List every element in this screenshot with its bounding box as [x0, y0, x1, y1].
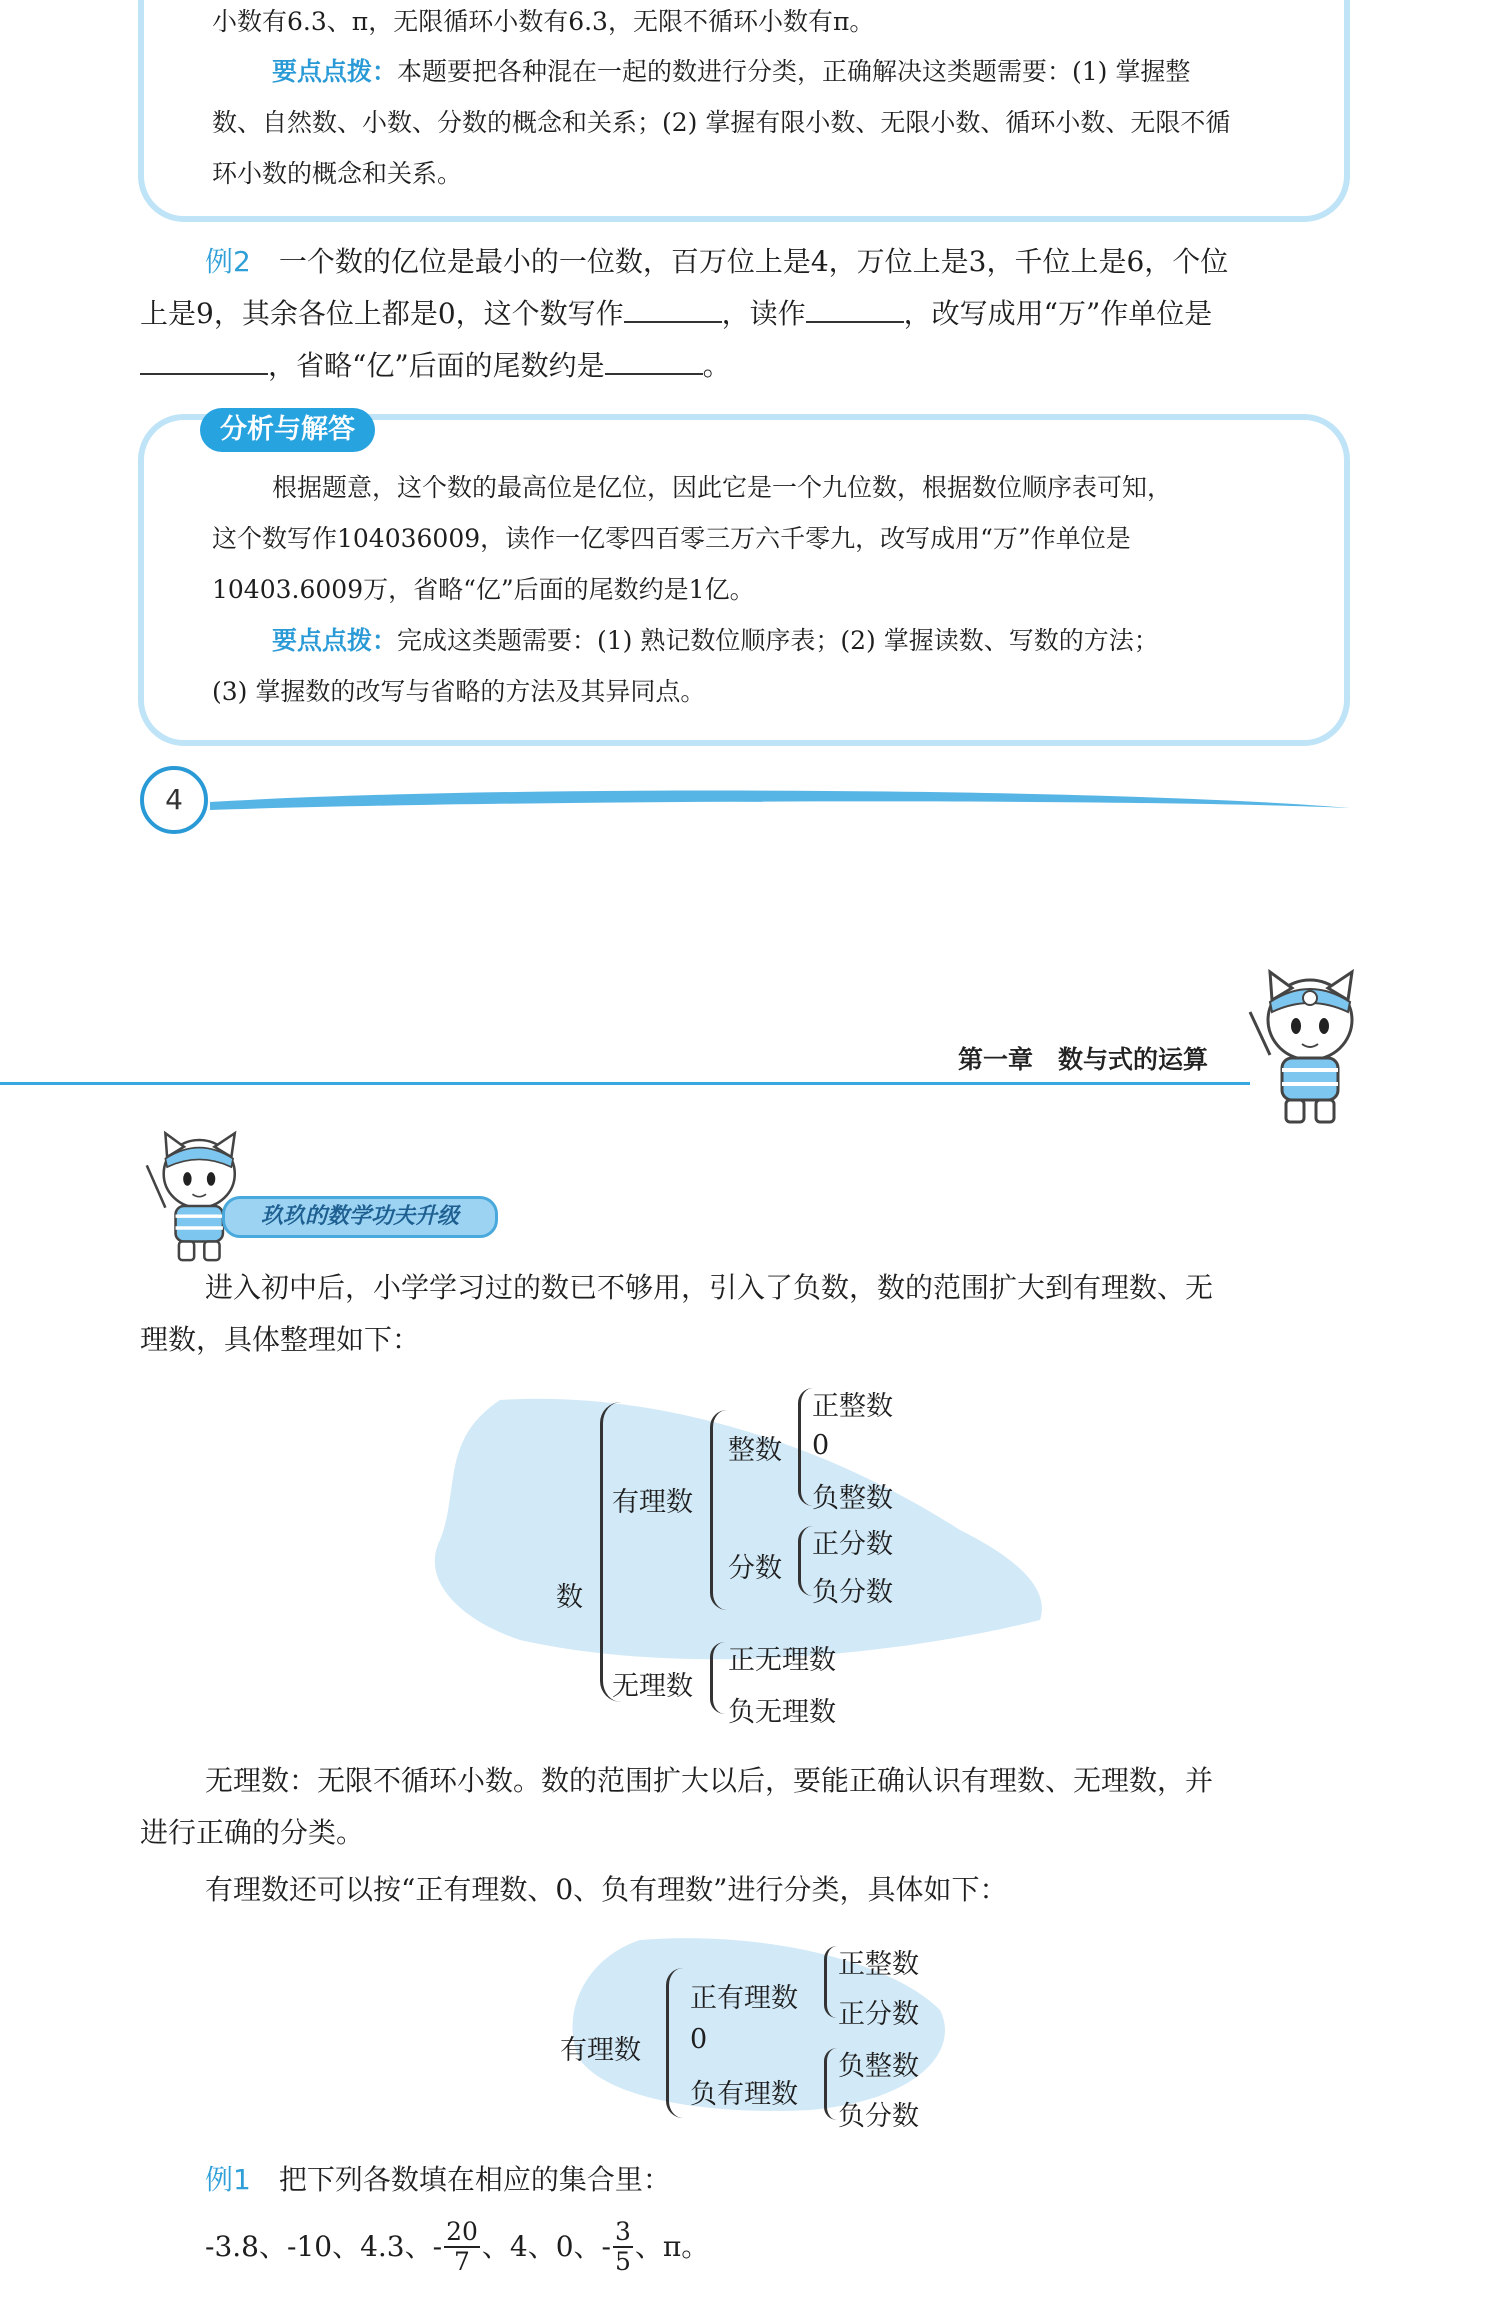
text-span: 。 [702, 349, 731, 382]
intro-line2: 理数，具体整理如下： [140, 1323, 421, 1356]
tree1-integer-brace [798, 1388, 813, 1506]
cat-mascot-icon [140, 1120, 250, 1270]
tree1-pos-irr: 正无理数 [728, 1645, 836, 1676]
tip-label: 要点点拨： [272, 57, 398, 86]
tree1-pos-int: 正整数 [812, 1391, 893, 1422]
analysis-line1: 根据题意，这个数的最高位是亿位，因此它是一个九位数，根据数位顺序表可知， [272, 473, 1173, 502]
tree2-neg-brace [824, 2048, 837, 2120]
page-number: 4 [165, 783, 183, 816]
tree2-pos-frac: 正分数 [838, 1999, 919, 2030]
tree1-root-brace [600, 1402, 621, 1702]
tree1-root: 数 [556, 1582, 583, 1613]
analysis-line3: 10403.6009万，省略“亿”后面的尾数约是1亿。 [212, 575, 755, 604]
tree1-rational-brace [710, 1410, 727, 1610]
tree1-fraction: 分数 [728, 1553, 782, 1584]
tree1-fraction-brace [798, 1526, 813, 1596]
example1-label: 例1 [205, 2163, 251, 2196]
tree2-root-brace [666, 1968, 683, 2118]
fraction-denominator: 7 [454, 2247, 470, 2276]
header-rule [0, 1082, 1250, 1085]
analysis-tip-line1 [272, 615, 1159, 667]
example1-text: 把下列各数填在相应的集合里： [278, 2163, 671, 2196]
text-span: 上是9，其余各位上都是0，这个数写作 [140, 297, 624, 330]
example1-line [205, 2154, 671, 2206]
answer-blank[interactable] [806, 293, 904, 323]
fraction-3-5 [613, 2218, 633, 2276]
numbers-part: 、4、0、- [481, 2230, 611, 2263]
tree2-neg: 负有理数 [690, 2079, 798, 2110]
tree1-neg-int: 负整数 [812, 1483, 893, 1514]
tree2-pos-int: 正整数 [838, 1949, 919, 1980]
tree2-pos-brace [824, 1946, 837, 2018]
irrational-def-line1: 无理数：无限不循环小数。数的范围扩大以后，要能正确认识有理数、无理数，并 [205, 1764, 1214, 1797]
tree2-neg-frac: 负分数 [838, 2101, 919, 2132]
page-swoosh [210, 780, 1360, 820]
tree1-neg-frac: 负分数 [812, 1577, 893, 1608]
top-box-line1: 小数有6.3、π，无限循环小数有6.3，无限不循环小数有π。 [212, 7, 875, 36]
analysis-line2: 这个数写作104036009，读作一亿零四百零三万六千零九，改写成用“万”作单位是 [212, 524, 1131, 553]
tree1-irrational: 无理数 [612, 1671, 693, 1702]
answer-blank[interactable] [140, 345, 268, 375]
example2-text: 一个数的亿位是最小的一位数，百万位上是4，万位上是3，千位上是6，个位 [278, 245, 1229, 278]
cat-mascot-icon [1240, 960, 1370, 1130]
tree2-neg-int: 负整数 [838, 2051, 919, 2082]
tip-label: 要点点拨： [272, 626, 398, 655]
tree1-neg-irr: 负无理数 [728, 1697, 836, 1728]
fraction-numerator: 3 [614, 2217, 631, 2246]
text-span: ，读作 [721, 297, 806, 330]
example2-label: 例2 [205, 245, 251, 278]
tip-text: 完成这类题需要：(1) 熟记数位顺序表；(2) 掌握读数、写数的方法； [397, 626, 1159, 655]
numbers-part: -3.8、-10、4.3、- [205, 2230, 443, 2263]
page-number-circle [140, 766, 208, 834]
tree2-root: 有理数 [560, 2035, 641, 2066]
irrational-def-line2: 进行正确的分类。 [140, 1816, 365, 1849]
top-box-tip-line3: 环小数的概念和关系。 [212, 159, 463, 188]
tree1-irrational-brace [710, 1642, 725, 1714]
top-box-tip-line1 [272, 46, 1190, 98]
tree1-integer: 整数 [728, 1435, 782, 1466]
fraction-20-7 [444, 2218, 480, 2276]
tree1-rational: 有理数 [612, 1487, 693, 1518]
example2-line2 [140, 288, 1212, 340]
example2-line1 [205, 236, 1228, 288]
answer-blank[interactable] [605, 345, 703, 375]
analysis-tip-line2: (3) 掌握数的改写与省略的方法及其异同点。 [212, 677, 706, 706]
tip-text: 本题要把各种混在一起的数进行分类，正确解决这类题需要：(1) 掌握整 [397, 57, 1191, 86]
tree1-zero: 0 [812, 1430, 830, 1461]
tree1-pos-frac: 正分数 [812, 1529, 893, 1560]
top-box-tip-line2: 数、自然数、小数、分数的概念和关系；(2) 掌握有限小数、无限小数、循环小数、无限不循 [212, 108, 1231, 137]
fraction-numerator: 20 [446, 2217, 478, 2246]
example1-numbers [205, 2218, 709, 2276]
numbers-part: 、π。 [634, 2230, 710, 2263]
section-banner: 玖玖的数学功夫升级 [222, 1196, 498, 1238]
analysis-tab: 分析与解答 [200, 408, 375, 452]
tree2-zero: 0 [690, 2024, 708, 2055]
rational-intro: 有理数还可以按“正有理数、0、负有理数”进行分类，具体如下： [205, 1873, 1008, 1906]
answer-blank[interactable] [624, 293, 722, 323]
example2-line3 [140, 340, 731, 392]
text-span: ，省略“亿”后面的尾数约是 [268, 349, 605, 382]
chapter-title: 第一章 数与式的运算 [958, 1045, 1209, 1074]
tree2-pos: 正有理数 [690, 1983, 798, 2014]
text-span: ，改写成用“万”作单位是 [903, 297, 1213, 330]
fraction-denominator: 5 [614, 2247, 631, 2276]
intro-line1: 进入初中后，小学学习过的数已不够用，引入了负数，数的范围扩大到有理数、无 [205, 1271, 1214, 1304]
